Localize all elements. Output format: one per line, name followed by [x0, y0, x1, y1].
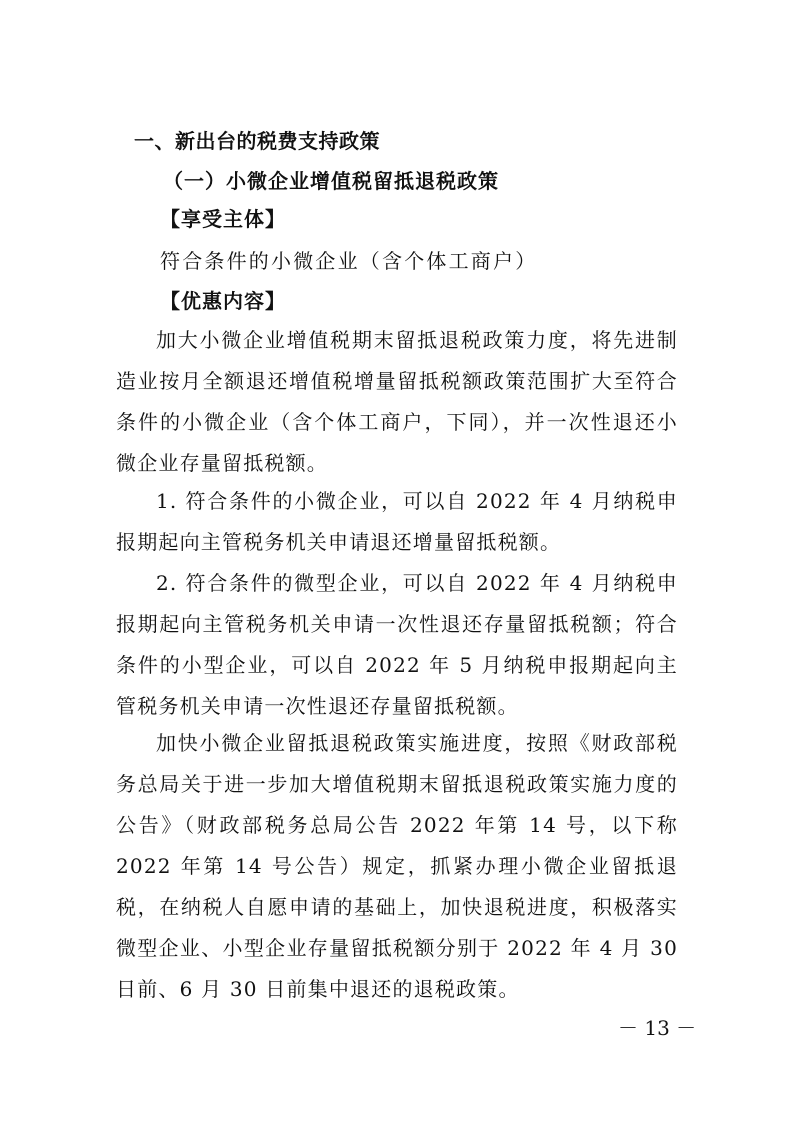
page-number: － 13 －	[618, 1016, 697, 1040]
beneficiary-text: 符合条件的小微企业（含个体工商户）	[160, 249, 538, 273]
paragraph-4: 加快小微企业留抵退税政策实施进度，按照《财政部税务总局关于进一步加大增值税期末留抵退税政策实施力度的公告》（财政部税务总局公告 2022 年第 14 号，以下称 2022 年第 14 号公告）规定，抓紧办理小微企业留抵退税，在纳税人自愿申请的基础上，加快退税进度，积极落实微型企业、小型企业存量留抵税额分别于 2022 年 4 月 30 日前、6 月 30 日前集中退还的退税政策。	[116, 731, 678, 1001]
beneficiary-label: 【享受主体】	[160, 207, 286, 231]
section-heading: 一、新出台的税费支持政策	[134, 129, 380, 153]
content-label: 【优惠内容】	[160, 289, 286, 313]
subsection-heading: （一）小微企业增值税留抵退税政策	[163, 169, 499, 193]
paragraph-3: 2. 符合条件的微型企业，可以自 2022 年 4 月纳税申报期起向主管税务机关申请一次性退还存量留抵税额；符合条件的小型企业，可以自 2022 年 5 月纳税申报期起向主管税务机关申请一次性退还存量留抵税额。	[116, 571, 678, 718]
paragraph-2: 1. 符合条件的小微企业，可以自 2022 年 4 月纳税申报期起向主管税务机关申请退还增量留抵税额。	[116, 489, 678, 554]
paragraph-1: 加大小微企业增值税期末留抵退税政策力度，将先进制造业按月全额退还增值税增量留抵税额政策范围扩大至符合条件的小微企业（含个体工商户，下同），并一次性退还小微企业存量留抵税额。	[116, 328, 678, 475]
